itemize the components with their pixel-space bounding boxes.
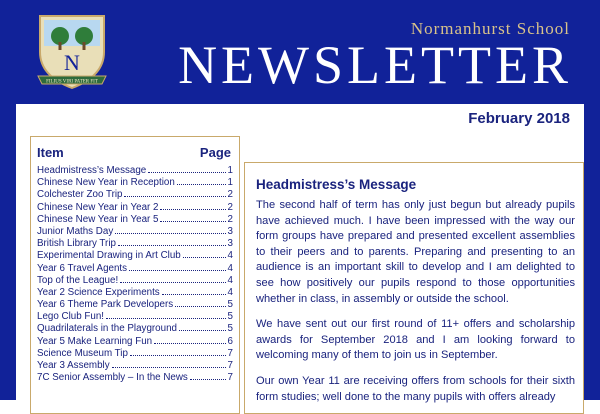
dot-leader	[175, 298, 225, 307]
article-title: Headmistress’s Message	[256, 177, 417, 192]
contents-entry-title: 7C Senior Assembly – In the News	[37, 372, 188, 384]
article-paragraph: The second half of term has only just begun but already pupils have achieved much. I have been impressed with the way our form groups have prepared and presented excellent assemblies to their peers and to parents. Preparing and presenting to an audience is an important skill to develop and I am delighted to see how positively our pupils respond to those opportunities whether in class, in assembly or outside the school.	[256, 199, 575, 305]
contents-entry[interactable]	[31, 322, 239, 334]
headmistress-article	[244, 162, 584, 414]
contents-entry-page: 3	[227, 225, 233, 237]
dot-leader	[190, 371, 226, 380]
school-name: Normanhurst School	[410, 19, 570, 38]
contents-entry[interactable]	[31, 225, 239, 237]
newsletter-title: NEWSLETTER	[178, 35, 572, 95]
contents-entry-page: 1	[227, 165, 233, 176]
dot-leader	[115, 225, 225, 234]
item-column-header: Item	[37, 145, 64, 160]
contents-entry-page: 1	[227, 177, 233, 189]
contents-entry-title: Chinese New Year in Year 5	[37, 213, 159, 225]
contents-entry-title: Science Museum Tip	[37, 347, 128, 359]
contents-entry[interactable]	[31, 262, 239, 274]
contents-entry[interactable]	[31, 286, 239, 298]
contents-entry[interactable]	[31, 371, 239, 383]
page-column-header: Page	[199, 145, 231, 160]
crest-motto: FILIUS VIRI PATER FIT	[46, 79, 98, 85]
contents-entry[interactable]	[31, 310, 239, 322]
contents-entry-title: Year 5 Make Learning Fun	[37, 335, 153, 347]
contents-entry-title: Junior Maths Day	[37, 225, 114, 237]
contents-entry-title: Chinese New Year in Reception	[37, 177, 175, 189]
dot-leader	[177, 176, 226, 185]
contents-entry-title: Colchester Zoo Trip	[37, 189, 123, 201]
contents-entry-title: Chinese New Year in Year 2	[37, 201, 159, 213]
contents-entry[interactable]	[31, 359, 239, 371]
contents-entry-page: 4	[227, 274, 233, 286]
contents-entry-title: Year 3 Assembly	[37, 360, 110, 371]
contents-list	[31, 164, 239, 383]
contents-entry[interactable]	[31, 213, 239, 225]
contents-entry-page: 6	[227, 335, 233, 347]
dot-leader	[130, 347, 226, 356]
contents-entry[interactable]	[31, 274, 239, 286]
contents-entry-page: 2	[227, 213, 233, 225]
contents-entry-title: Quadrilaterals in the Playground	[37, 323, 177, 335]
contents-entry[interactable]	[31, 176, 239, 188]
contents-entry-page: 2	[227, 189, 233, 201]
contents-entry-title: British Library Trip	[37, 238, 116, 250]
contents-entry[interactable]	[31, 164, 239, 176]
dot-leader	[154, 335, 225, 344]
contents-entry-page: 7	[227, 347, 233, 359]
dot-leader	[106, 310, 226, 319]
article-paragraph: We have sent out our first round of 11+ offers and scholarship awards for September 2018 and I am looking forward to welcoming many of them to join us in September.	[256, 318, 575, 362]
dot-leader	[160, 201, 225, 210]
contents-entry-title: Lego Club Fun!	[37, 311, 104, 323]
contents-entry-title: Year 6 Travel Agents	[37, 262, 128, 274]
contents-entry-page: 5	[227, 299, 233, 311]
contents-entry[interactable]	[31, 237, 239, 249]
dot-leader	[129, 262, 226, 271]
contents-entry-title: Year 2 Science Experiments	[37, 286, 160, 298]
contents-entry-page: 5	[227, 323, 233, 335]
contents-entry[interactable]	[31, 249, 239, 261]
contents-entry-page: 2	[227, 201, 233, 213]
contents-entry-page: 7	[227, 360, 233, 371]
contents-entry-page: 3	[227, 238, 233, 250]
dot-leader	[160, 213, 225, 222]
dot-leader	[112, 359, 226, 368]
article-paragraph: Our own Year 11 are receiving offers from schools for their sixth form studies; well done to the many pupils with offers already	[256, 374, 575, 403]
issue-date: February 2018	[468, 110, 570, 127]
contents-header	[31, 137, 239, 164]
contents-entry-title: Year 6 Theme Park Developers	[37, 299, 174, 311]
contents-entry[interactable]	[31, 201, 239, 213]
dot-leader	[118, 237, 226, 246]
contents-entry-page: 4	[227, 262, 233, 274]
newsletter-page	[16, 104, 584, 404]
crest-letter: N	[64, 50, 80, 75]
contents-entry-page: 5	[227, 311, 233, 323]
dot-leader	[120, 274, 225, 283]
dot-leader	[148, 164, 225, 173]
contents-entry-title: Experimental Drawing in Art Club	[37, 250, 181, 262]
dot-leader	[183, 249, 226, 258]
newsletter-header	[0, 0, 600, 104]
school-crest-icon	[36, 12, 108, 90]
contents-entry[interactable]	[31, 347, 239, 359]
dot-leader	[124, 188, 225, 197]
contents-entry-title: Top of the League!	[37, 274, 119, 286]
contents-entry[interactable]	[31, 298, 239, 310]
dot-leader	[179, 322, 226, 331]
contents-entry-page: 4	[227, 250, 233, 262]
contents-entry-page: 7	[227, 372, 233, 384]
contents-entry-page: 4	[227, 286, 233, 298]
contents-box	[30, 136, 240, 414]
article-body	[245, 192, 583, 405]
dot-leader	[162, 286, 226, 295]
contents-entry[interactable]	[31, 188, 239, 200]
contents-entry-title: Headmistress’s Message	[37, 165, 147, 176]
contents-entry[interactable]	[31, 335, 239, 347]
